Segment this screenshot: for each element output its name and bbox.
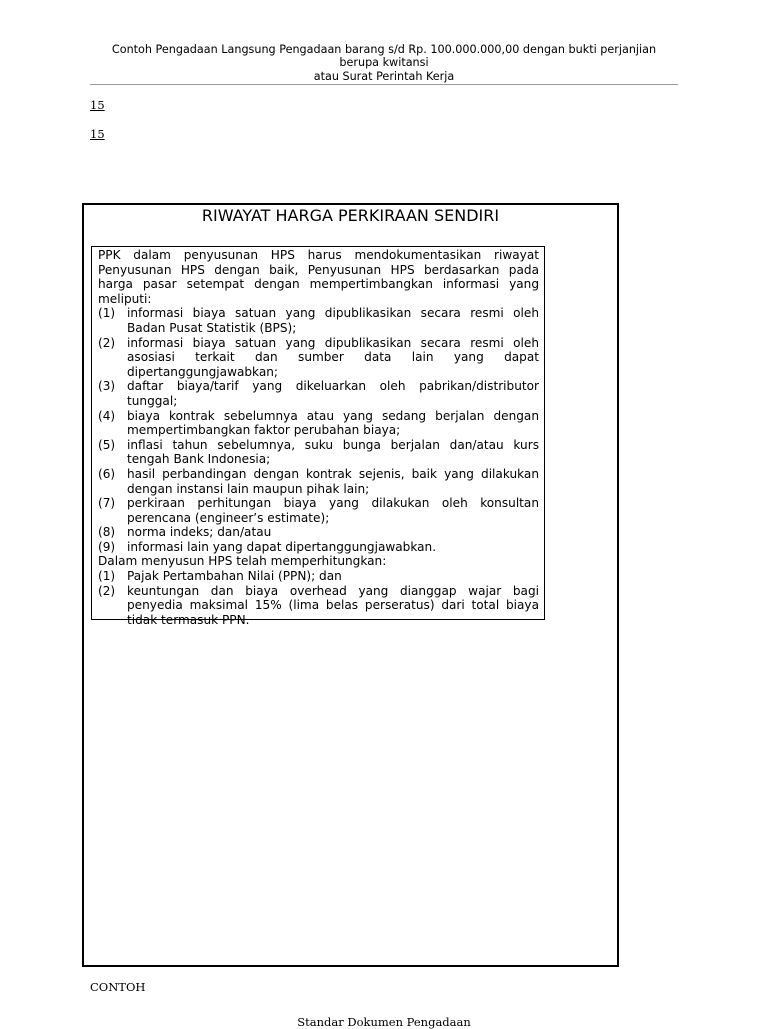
- list-item-text: perkiraan perhitungan biaya yang dilakukan oleh konsultan perencana (engineer’s estimate);: [127, 496, 539, 525]
- list-item-number: (6): [98, 466, 116, 481]
- hps-content-box: [91, 246, 545, 627]
- list-item: [98, 569, 539, 584]
- page-header: [90, 43, 678, 83]
- list-item-number: (4): [98, 408, 116, 423]
- header-divider: [90, 84, 678, 85]
- list-item-text: hasil perbandingan dengan kontrak sejenis, baik yang dilakukan dengan instansi lain maupun pihak lain;: [127, 466, 539, 496]
- header-line-1: Contoh Pengadaan Langsung Pengadaan barang s/d Rp. 100.000.000,00 dengan bukti perjanjian: [111, 43, 657, 56]
- list-item: [98, 540, 539, 555]
- list-item-text: norma indeks; dan/atau: [127, 525, 272, 540]
- list-item-text: informasi biaya satuan yang dipublikasikan secara resmi oleh asosiasi terkait dan sumber data lain yang dapat dipertanggungjawabkan;: [127, 335, 539, 379]
- list-item-text: inflasi tahun sebelumnya, suku bunga berjalan dan/atau kurs tengah Bank Indonesia;: [127, 437, 539, 467]
- list-item: [98, 584, 539, 628]
- list-item-text: biaya kontrak sebelumnya atau yang sedang berjalan dengan mempertimbangkan faktor perubahan biaya;: [127, 408, 539, 438]
- hps-history-frame: [82, 203, 619, 967]
- calculation-list: [98, 569, 539, 627]
- list-item-number: (1): [98, 569, 116, 584]
- list-item: [98, 379, 539, 408]
- list-item-number: (2): [98, 583, 116, 598]
- list-item-text: keuntungan dan biaya overhead yang dianggap wajar bagi penyedia maksimal 15% (lima belas perseratus) dari total biaya tidak termasuk PPN.: [127, 583, 539, 627]
- list-item: [98, 525, 539, 540]
- list-item-number: (8): [98, 525, 116, 540]
- list-item-text: informasi lain yang dapat dipertanggungjawabkan.: [127, 539, 437, 554]
- frame-title: RIWAYAT HARGA PERKIRAAN SENDIRI: [201, 206, 500, 225]
- footer-label: CONTOH: [90, 980, 146, 994]
- header-line-2: berupa kwitansi: [339, 56, 429, 70]
- list-item: [98, 409, 539, 438]
- list-item: [98, 438, 539, 467]
- list-item-number: (5): [98, 437, 116, 452]
- intro-paragraph: PPK dalam penyusunan HPS harus mendokumentasikan riwayat Penyusunan HPS dengan baik, Penyusunan HPS berdasarkan pada harga pasar setempat dengan mempertimbangkan informasi yang meliputi:: [98, 248, 539, 306]
- subheading: Dalam menyusun HPS telah memperhitungkan:: [98, 554, 387, 569]
- list-item-text: informasi biaya satuan yang dipublikasikan secara resmi oleh Badan Pusat Statistik (BPS);: [127, 306, 539, 335]
- list-item: [98, 467, 539, 496]
- information-list: [98, 306, 539, 554]
- list-item-text: Pajak Pertambahan Nilai (PPN); dan: [127, 569, 342, 584]
- list-item: [98, 336, 539, 380]
- list-item-number: (2): [98, 335, 116, 350]
- list-item-number: (9): [98, 539, 116, 554]
- list-item-number: (3): [98, 379, 116, 394]
- list-item-text: daftar biaya/tarif yang dikeluarkan oleh pabrikan/distributor tunggal;: [127, 379, 539, 408]
- list-item-number: (7): [98, 496, 116, 511]
- page-number-1: 15: [90, 98, 105, 112]
- header-line-3: atau Surat Perintah Kerja: [313, 69, 455, 83]
- list-item: [98, 496, 539, 525]
- footer-title: Standar Dokumen Pengadaan: [297, 1015, 471, 1029]
- page-number-2: 15: [90, 127, 105, 141]
- list-item: [98, 306, 539, 335]
- list-item-number: (1): [98, 306, 116, 321]
